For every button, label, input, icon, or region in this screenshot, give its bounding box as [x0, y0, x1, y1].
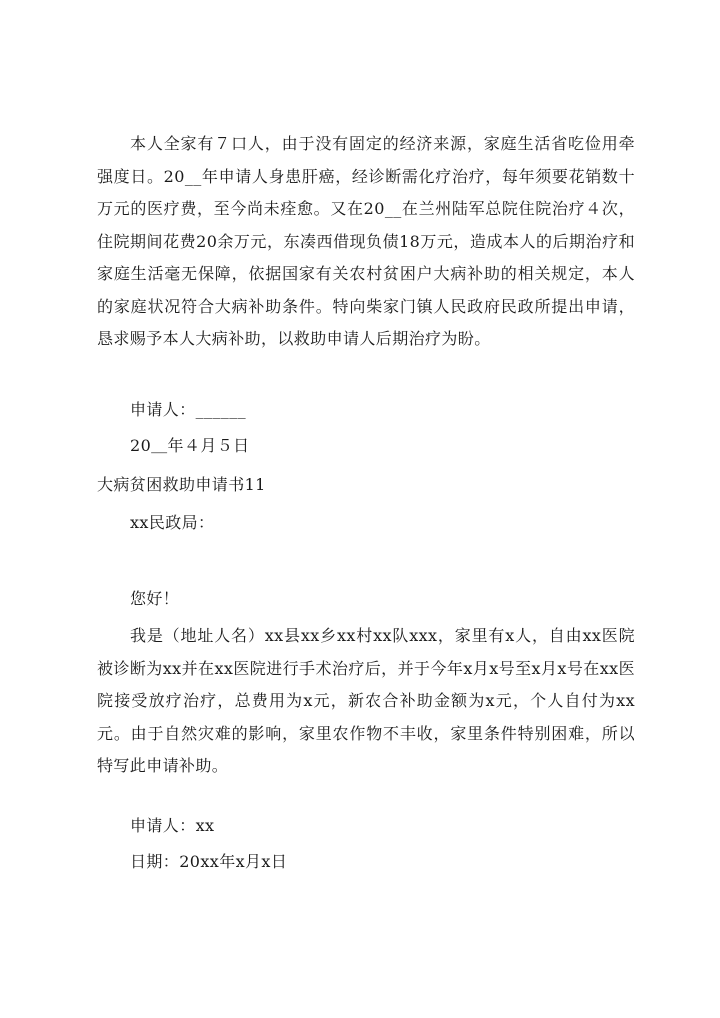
greeting-line: 您好！	[130, 589, 180, 608]
applicant-line-1: 申请人：______	[130, 400, 247, 419]
paragraph-1: 本人全家有７口人，由于没有固定的经济来源，家庭生活省吃俭用牵强度日。20__年申请人身患肝癌，经诊断需化疗治疗，每年须要花销数十万元的医疗费，至今尚未痊愈。又在20__在兰州陆军总院住院治疗４次，住院期间花费20余万元，东凑西借现负债18万元，造成本人的后期治疗和家庭生活毫无保障，依据国家有关农村贫困户大病补助的相关规定，本人的家庭状况符合大病补助条件。特向柴家门镇人民政府民政所提出申请，恳求赐予本人大病补助，以救助申请人后期治疗为盼。	[97, 134, 635, 348]
date-line-2: 日期：20xx年x月x日	[130, 852, 288, 871]
addressee-line: xx民政局：	[130, 513, 215, 532]
applicant-line-2: 申请人：xx	[130, 816, 215, 835]
date-line-1: 20＿年４月５日	[130, 436, 250, 455]
section-heading: 大病贫困救助申请书11	[97, 475, 266, 494]
paragraph-2: 我是（地址人名）xx县xx乡xx村xx队xxx，家里有x人，自由xx医院被诊断为xx并在xx医院进行手术治疗后，并于今年x月x号至x月x号在xx医院接受放疗治疗，总费用为x元，新农合补助金额为x元，个人自付为xx元。由于自然灾难的影响，家里农作物不丰收，家里条件特别困难，所以特写此申请补助。	[97, 626, 635, 775]
